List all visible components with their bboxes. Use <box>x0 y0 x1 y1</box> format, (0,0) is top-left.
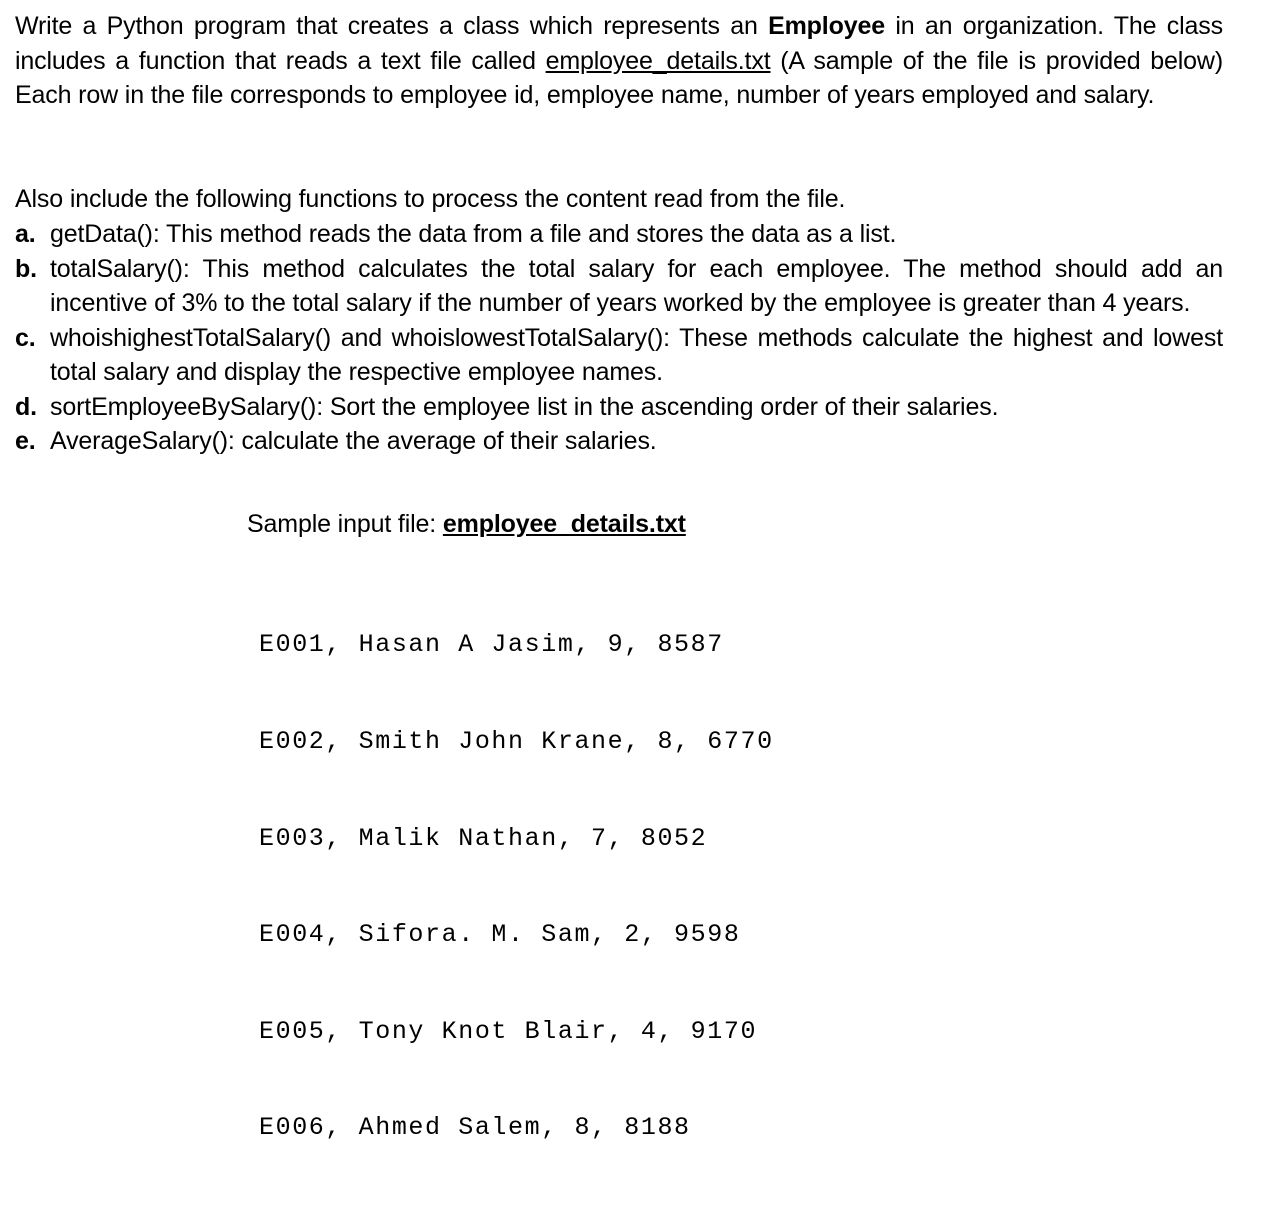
file-line: E006, Ahmed Salem, 8, 8188 <box>259 1113 691 1143</box>
employee-class-name: Employee <box>768 12 885 40</box>
list-item <box>15 390 1223 425</box>
file-line: E002, Smith John Krane, 8, 6770 <box>259 727 774 757</box>
item-letter: e. <box>15 427 36 455</box>
item-text: whoishighestTotalSalary() and whoislowestTotalSalary(): These methods calculate the highest and lowest total salary and display the respective employee names. <box>50 323 1223 386</box>
intro-text-2: in an organization. The class includes a function that reads a text file called <box>15 12 1224 75</box>
item-letter: a. <box>15 220 36 248</box>
item-text: AverageSalary(): calculate the average of their salaries. <box>50 427 657 455</box>
item-text: getData(): This method reads the data from a file and stores the data as a list. <box>50 220 897 248</box>
list-item <box>15 424 1223 459</box>
item-letter: c. <box>15 323 36 352</box>
sample-filename: employee_details.txt <box>442 510 686 538</box>
intro-text-1: Write a Python program that creates a class which represents an <box>15 12 769 40</box>
sample-label: Sample input file: <box>247 510 443 538</box>
functions-lead: Also include the following functions to process the content read from the file. <box>15 185 846 213</box>
file-line: E001, Hasan A Jasim, 9, 8587 <box>259 630 724 660</box>
item-text: totalSalary(): This method calculates the total salary for each employee. The method should add an incentive of 3% to the total salary if the number of years worked by the employee is greater than 4 years. <box>50 254 1223 317</box>
item-letter: d. <box>15 392 37 421</box>
employee-file-link[interactable]: employee_details.txt <box>545 46 771 75</box>
sample-caption <box>247 507 686 541</box>
file-line: E005, Tony Knot Blair, 4, 9170 <box>259 1016 758 1046</box>
intro-text-3: (A sample of the file is provided below) Each row in the file corresponds to employee id, employee name, number of years employed and salary. <box>15 46 1223 109</box>
item-text: sortEmployeeBySalary(): Sort the employee list in the ascending order of their salaries. <box>50 392 999 421</box>
sample-file-content <box>259 565 774 1209</box>
item-letter: b. <box>15 254 37 283</box>
list-item <box>15 252 1223 321</box>
file-line: E004, Sifora. M. Sam, 2, 9598 <box>259 920 741 950</box>
list-item <box>15 217 1223 252</box>
function-list <box>15 217 1223 459</box>
list-item <box>15 321 1223 390</box>
intro-paragraph <box>15 9 1223 113</box>
file-line: E003, Malik Nathan, 7, 8052 <box>259 823 708 853</box>
